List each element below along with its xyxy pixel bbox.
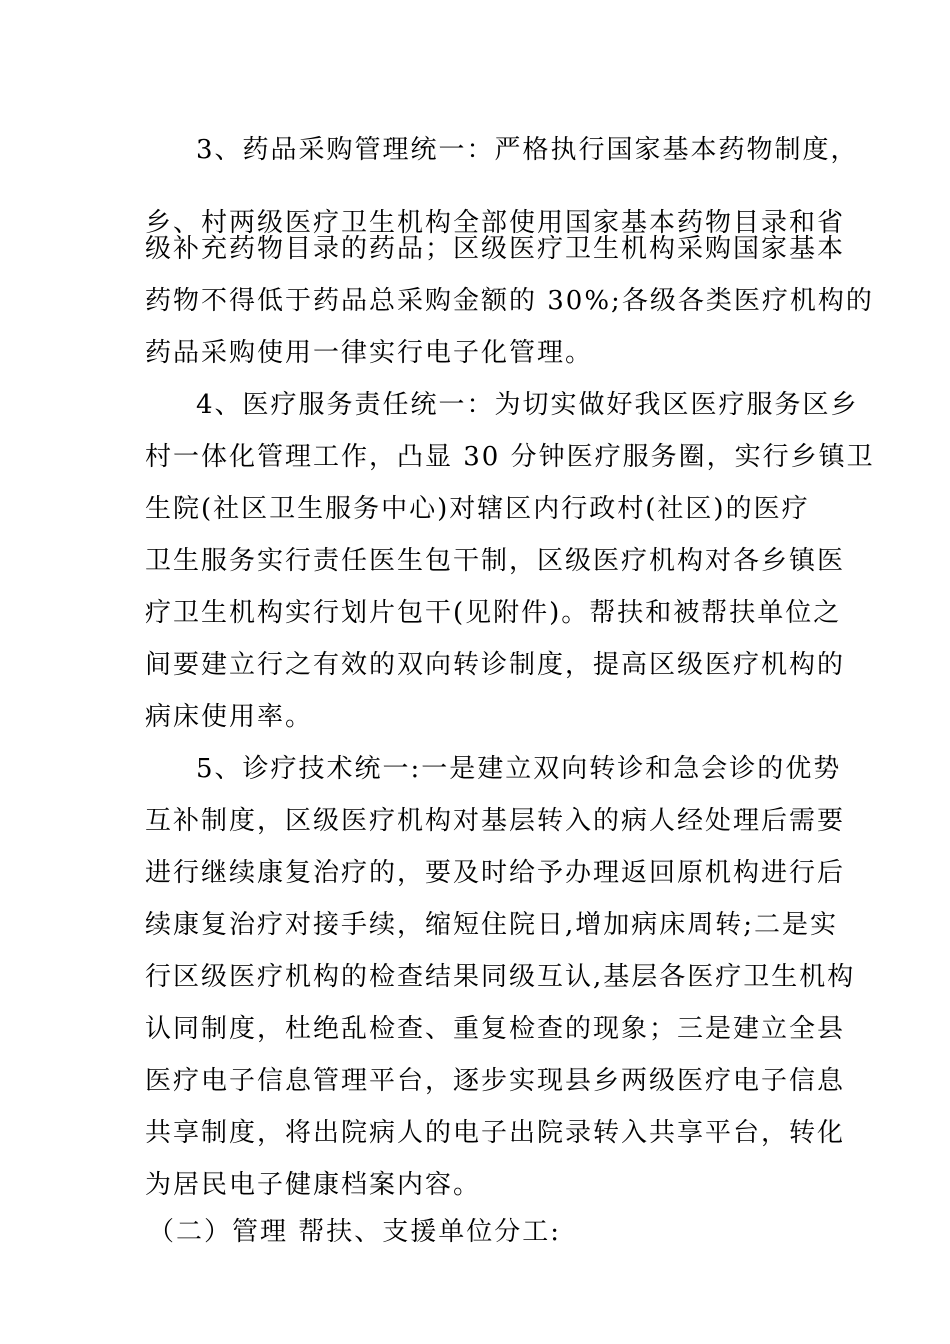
paragraph-5-line-1: 5、诊疗技术统一:一是建立双向转诊和急会诊的优势 bbox=[196, 754, 842, 784]
paragraph-4-line-3: 生院(社区卫生服务中心)对辖区内行政村(社区)的医疗 bbox=[145, 494, 810, 524]
paragraph-4-line-1: 4、医疗服务责任统一：为切实做好我区医疗服务区乡 bbox=[196, 390, 859, 420]
paragraph-5-line-8: 共享制度，将出院病人的电子出院录转入共享平台，转化 bbox=[145, 1118, 846, 1148]
paragraph-4-line-7: 病床使用率。 bbox=[145, 702, 314, 732]
paragraph-5-line-6: 认同制度，杜绝乱检查、重复检查的现象；三是建立全县 bbox=[145, 1014, 846, 1044]
paragraph-5-line-5: 行区级医疗机构的检查结果同级互认,基层各医疗卫生机构 bbox=[145, 962, 856, 992]
paragraph-5-line-9: 为居民电子健康档案内容。 bbox=[145, 1170, 482, 1200]
paragraph-3-line-5: 药品采购使用一律实行电子化管理。 bbox=[145, 338, 594, 368]
paragraph-4-line-4: 卫生服务实行责任医生包干制，区级医疗机构对各乡镇医 bbox=[145, 546, 846, 576]
paragraph-3-line-4: 药物不得低于药品总采购金额的 30%;各级各类医疗机构的 bbox=[145, 286, 874, 316]
paragraph-4-line-5: 疗卫生机构实行划片包干(见附件)。帮扶和被帮扶单位之 bbox=[145, 598, 842, 628]
paragraph-5-line-7: 医疗电子信息管理平台，逐步实现县乡两级医疗电子信息 bbox=[145, 1066, 846, 1096]
paragraph-4-line-2: 村一体化管理工作，凸显 30 分钟医疗服务圈，实行乡镇卫 bbox=[145, 442, 875, 472]
paragraph-5-line-2: 互补制度，区级医疗机构对基层转入的病人经处理后需要 bbox=[145, 806, 846, 836]
section-heading: （二）管理 帮扶、支援单位分工: bbox=[148, 1217, 562, 1247]
paragraph-5-line-4: 续康复治疗对接手续，缩短住院日,增加病床周转;二是实 bbox=[145, 910, 839, 940]
paragraph-3-line-1: 3、药品采购管理统一：严格执行国家基本药物制度， bbox=[196, 135, 859, 165]
paragraph-5-line-3: 进行继续康复治疗的，要及时给予办理返回原机构进行后 bbox=[145, 858, 846, 888]
paragraph-3-line-2: 乡、村两级医疗卫生机构全部使用国家基本药物目录和省 bbox=[145, 208, 846, 238]
paragraph-4-line-6: 间要建立行之有效的双向转诊制度，提高区级医疗机构的 bbox=[145, 650, 846, 680]
paragraph-3-line-3: 级补充药物目录的药品；区级医疗卫生机构采购国家基本 bbox=[145, 234, 846, 264]
